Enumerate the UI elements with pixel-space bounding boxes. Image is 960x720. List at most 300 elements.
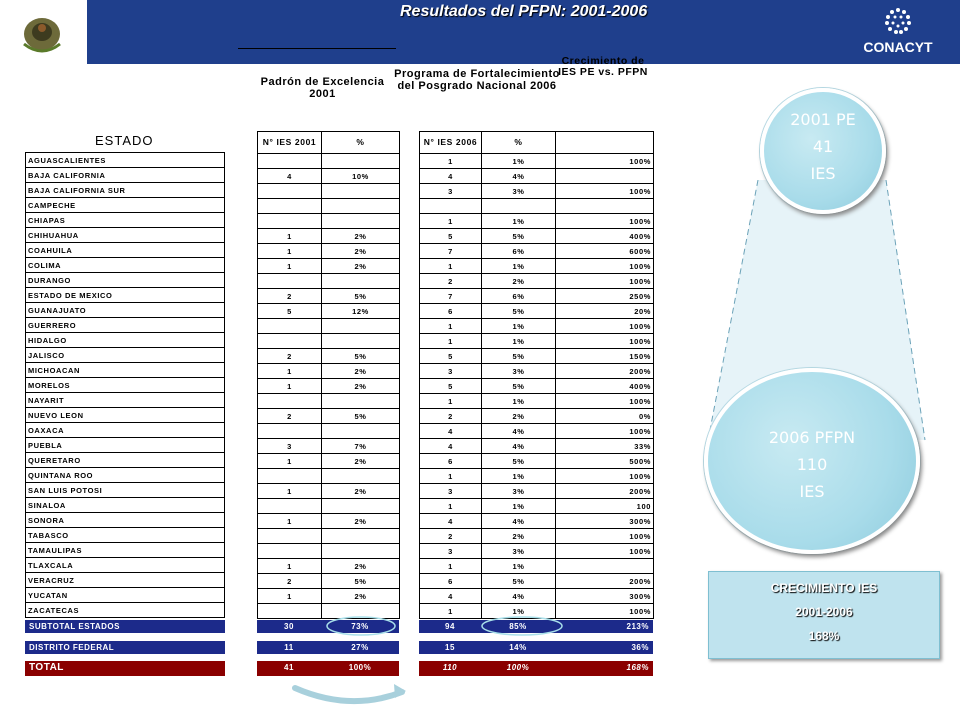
ies-2006-value [420,199,482,214]
ies-2006-value: 3 [420,544,482,559]
ies-2006-value: 1 [420,604,482,619]
pe-row [258,514,400,529]
ies-2006-value: 3 [420,484,482,499]
ies-2001-value [258,154,322,169]
ies-2006-value: 7 [420,289,482,304]
subtotal-label: SUBTOTAL ESTADOS [25,620,225,633]
pct-2001-value [322,334,400,349]
pe-row [258,244,400,259]
estado-name: PUEBLA [26,438,225,453]
growth-value: 20% [556,304,654,319]
growth-value: 100% [556,154,654,169]
pct-2001-value: 2% [322,379,400,394]
pfpn-row [420,529,654,544]
pe-row [258,349,400,364]
pe-row [258,394,400,409]
pe-row [258,439,400,454]
pct-2001-value: 2% [322,454,400,469]
pfpn-row [420,184,654,199]
growth-column-title: Crecimiento de IES PE vs. PFPN [558,55,648,78]
growth-value: 200% [556,364,654,379]
total-pct01: 100% [348,663,372,672]
pct-2006-value: 1% [482,334,556,349]
subtotal-growth: 213% [626,622,649,631]
ies-2001-value: 2 [258,409,322,424]
ies-2001-value [258,319,322,334]
oval-73-pct [327,617,395,635]
estado-row [26,153,225,168]
pct-2001-value: 2% [322,364,400,379]
pfpn-row [420,499,654,514]
pct-2001-value [322,214,400,229]
pe-row [258,229,400,244]
pfpn-row [420,409,654,424]
pct-2006-value: 1% [482,469,556,484]
pe-row [258,319,400,334]
highlight-ovals [320,614,570,638]
estado-name: NAYARIT [26,393,225,408]
pe-row [258,484,400,499]
pct-2001-value: 2% [322,229,400,244]
estado-row [26,258,225,273]
estado-name: CHIHUAHUA [26,228,225,243]
growth-value: 100% [556,604,654,619]
ies-2001-value [258,199,322,214]
bubble-2006-pfpn [704,368,920,554]
estado-name: NUEVO LEON [26,408,225,423]
pfpn-row [420,424,654,439]
total-growth: 168% [626,663,649,672]
pct-2006-value: 6% [482,244,556,259]
mexico-seal-icon [10,4,74,60]
estado-name: QUINTANA ROO [26,468,225,483]
ies-2006-value: 1 [420,499,482,514]
pct-2001-value: 2% [322,514,400,529]
ies-2001-value: 2 [258,349,322,364]
pfpn-row [420,274,654,289]
df-pe-row [257,641,399,654]
ies-2006-value: 4 [420,169,482,184]
ies-2001-value [258,499,322,514]
estado-row [26,333,225,348]
pct-2006-value: 1% [482,499,556,514]
estado-name: QUERETARO [26,453,225,468]
estado-name: MICHOACAN [26,363,225,378]
page-title: Resultados del PFPN: 2001-2006 [400,3,648,20]
estado-row [26,528,225,543]
df-growth: 36% [631,643,649,652]
pe-row [258,214,400,229]
estado-row [26,348,225,363]
estado-name: ZACATECAS [26,603,225,618]
pfpn-row [420,154,654,169]
ies-2006-value: 1 [420,259,482,274]
pfpn-row [420,214,654,229]
pct-2001-value [322,184,400,199]
ies-2001-value [258,184,322,199]
pfpn-row [420,469,654,484]
pct-2006-value: 4% [482,424,556,439]
ies-2006-value: 3 [420,184,482,199]
pe-row [258,454,400,469]
pct-2006-value: 4% [482,514,556,529]
ies-2006-value: 4 [420,514,482,529]
estado-name: HIDALGO [26,333,225,348]
pct-2001-value: 10% [322,169,400,184]
pct-2001-value: 5% [322,574,400,589]
pfpn-2006-table [419,131,654,619]
pe-row [258,544,400,559]
ies-2006-value: 4 [420,589,482,604]
pfpn-row [420,379,654,394]
growth-value [556,199,654,214]
ies-2001-value: 1 [258,364,322,379]
pct-2006-value: 2% [482,529,556,544]
growth-value: 400% [556,229,654,244]
pct-2001-value: 2% [322,589,400,604]
estado-name: GUERRERO [26,318,225,333]
estado-name: COLIMA [26,258,225,273]
estado-header: ESTADO [95,133,154,148]
pct-2006-value: 3% [482,364,556,379]
pfpn-row [420,334,654,349]
growth-value: 100% [556,424,654,439]
estado-name: ESTADO DE MEXICO [26,288,225,303]
pct-2006-value: 5% [482,349,556,364]
total-ies01: 41 [284,663,294,672]
growth-value: 100% [556,394,654,409]
estado-row [26,213,225,228]
estado-name: TLAXCALA [26,558,225,573]
ies-2001-value: 5 [258,304,322,319]
estado-name: BAJA CALIFORNIA SUR [26,183,225,198]
growth-value: 250% [556,289,654,304]
pfpn-row [420,319,654,334]
pfpn-row [420,484,654,499]
growth-value: 100% [556,529,654,544]
ies-2001-value [258,334,322,349]
growth-value [556,559,654,574]
growth-box-title: CRECIMIENTO IES [770,581,878,595]
estado-name: GUANAJUATO [26,303,225,318]
pe-row [258,364,400,379]
ies-2001-value: 4 [258,169,322,184]
pe-row [258,199,400,214]
pe-row [258,559,400,574]
pfpn-row [420,229,654,244]
growth-value: 100% [556,544,654,559]
pfpn-row [420,259,654,274]
ies-2006-value: 5 [420,229,482,244]
estado-name: JALISCO [26,348,225,363]
ies-2006-value: 6 [420,574,482,589]
pct-2006-value: 1% [482,154,556,169]
growth-box-period: 2001-2006 [795,605,853,619]
pct-2001-value [322,424,400,439]
total-ies06: 110 [442,663,458,672]
ies-2006-value: 1 [420,154,482,169]
df-pfpn-row [419,641,653,654]
pfpn-row [420,244,654,259]
estado-row [26,603,225,618]
growth-value: 400% [556,379,654,394]
logo-text: CONACYT [863,39,933,55]
pct-2006-value: 6% [482,289,556,304]
ies-2001-value: 1 [258,244,322,259]
df-ies01: 11 [284,643,294,652]
bubble-2006-line2: 110 [796,455,828,474]
estado-name: CAMPECHE [26,198,225,213]
estado-name: TABASCO [26,528,225,543]
ies-2001-value: 1 [258,259,322,274]
subtotal-ies06: 94 [445,622,455,631]
pct-2001-value: 2% [322,259,400,274]
ies-2006-value: 6 [420,304,482,319]
ies-2001-value: 1 [258,454,322,469]
estado-name: SAN LUIS POTOSI [26,483,225,498]
ies-2006-value: 6 [420,454,482,469]
estado-row [26,468,225,483]
estado-row [26,588,225,603]
bubble-2006-line1: 2006 PFPN [768,428,856,447]
pct-2001-header: % [322,132,400,154]
estado-row [26,198,225,213]
pfpn-row [420,544,654,559]
conacyt-logo-icon [846,4,950,60]
pfpn-row [420,349,654,364]
ies-2006-value: 1 [420,334,482,349]
estado-row [26,318,225,333]
ies-2001-value [258,394,322,409]
pct-2006-value: 3% [482,544,556,559]
estado-table [25,152,225,618]
pe-row [258,334,400,349]
pct-2001-value [322,274,400,289]
estado-row [26,453,225,468]
growth-summary-box [708,571,940,659]
pfpn-row [420,199,654,214]
ies-2006-header: N° IES 2006 [420,132,482,154]
total-label: TOTAL [25,661,225,676]
pct-2006-value: 1% [482,214,556,229]
growth-value: 100% [556,469,654,484]
pe-row [258,289,400,304]
growth-value: 100% [556,259,654,274]
estado-name: TAMAULIPAS [26,543,225,558]
estado-row [26,243,225,258]
ies-2006-value: 2 [420,529,482,544]
estado-row [26,228,225,243]
ies-2006-value: 4 [420,424,482,439]
pct-2006-value: 5% [482,574,556,589]
pe-column-title: Padrón de Excelencia 2001 [260,76,385,100]
bubble-2001-line1: 2001 PE [790,110,856,129]
pe-row [258,409,400,424]
ies-2001-value [258,529,322,544]
pct-2006-value: 1% [482,394,556,409]
growth-value: 0% [556,409,654,424]
curved-arrow-icon [290,682,410,712]
growth-header-cell [556,132,654,154]
pct-2006-header: % [482,132,556,154]
ies-2006-value: 1 [420,319,482,334]
pe-row [258,424,400,439]
pfpn-row [420,169,654,184]
ies-2001-value [258,544,322,559]
pe-row [258,469,400,484]
estado-name: COAHUILA [26,243,225,258]
pe-row [258,154,400,169]
total-pct06: 100% [506,663,530,672]
pct-2001-value [322,544,400,559]
ies-2006-value: 4 [420,439,482,454]
ies-2001-value: 1 [258,484,322,499]
pct-2006-value: 4% [482,589,556,604]
pct-2001-value: 2% [322,244,400,259]
growth-value: 200% [556,484,654,499]
pct-2001-value [322,499,400,514]
pe-row [258,304,400,319]
growth-value: 200% [556,574,654,589]
estado-name: SONORA [26,513,225,528]
pfpn-row [420,289,654,304]
pe-row [258,529,400,544]
ies-2001-value: 1 [258,379,322,394]
estado-row [26,378,225,393]
ies-2001-value: 1 [258,514,322,529]
pe-row [258,169,400,184]
ies-2001-value [258,424,322,439]
pfpn-row [420,514,654,529]
total-pfpn-row [419,661,653,676]
pct-2006-value: 5% [482,304,556,319]
pct-2006-value: 4% [482,169,556,184]
pct-2006-value [482,199,556,214]
pfpn-row [420,574,654,589]
ies-2001-value [258,214,322,229]
subtotal-pct06: 85% [509,622,527,631]
pct-2006-value: 5% [482,229,556,244]
ies-2006-value: 7 [420,244,482,259]
pct-2006-value: 3% [482,184,556,199]
estado-row [26,288,225,303]
estado-name: BAJA CALIFORNIA [26,168,225,183]
ies-2001-value: 1 [258,229,322,244]
pct-2001-value: 2% [322,559,400,574]
pct-2006-value: 3% [482,484,556,499]
ies-2001-header: N° IES 2001 [258,132,322,154]
growth-value: 300% [556,514,654,529]
bubble-2001-pe [760,88,886,214]
ies-2006-value: 1 [420,559,482,574]
estado-row [26,438,225,453]
df-label: DISTRITO FEDERAL [25,641,225,654]
ies-2001-value [258,469,322,484]
growth-value: 600% [556,244,654,259]
pct-2001-value: 12% [322,304,400,319]
growth-value [556,169,654,184]
pe-row [258,379,400,394]
growth-value: 100% [556,184,654,199]
pct-2006-value: 2% [482,409,556,424]
pct-2006-value: 5% [482,454,556,469]
pfpn-row [420,439,654,454]
estado-name: VERACRUZ [26,573,225,588]
ies-2001-value: 1 [258,559,322,574]
pe-row [258,499,400,514]
growth-value: 100% [556,334,654,349]
estado-name: CHIAPAS [26,213,225,228]
estado-name: SINALOA [26,498,225,513]
pct-2006-value: 4% [482,439,556,454]
estado-row [26,558,225,573]
pct-2006-value: 1% [482,604,556,619]
pfpn-row [420,454,654,469]
oval-85-pct [482,617,562,635]
ies-2006-value: 1 [420,394,482,409]
estado-row [26,513,225,528]
ies-2006-value: 3 [420,364,482,379]
ies-2001-value: 1 [258,589,322,604]
pct-2001-value [322,394,400,409]
df-pct01: 27% [351,643,369,652]
pct-2006-value: 2% [482,274,556,289]
ies-2006-value: 5 [420,379,482,394]
df-ies06: 15 [445,643,455,652]
growth-value: 150% [556,349,654,364]
growth-value: 100% [556,319,654,334]
ies-2001-value: 2 [258,574,322,589]
estado-row [26,273,225,288]
ies-2001-value: 3 [258,439,322,454]
estado-row [26,168,225,183]
ies-2006-value: 1 [420,214,482,229]
estado-name: DURANGO [26,273,225,288]
pct-2001-value [322,154,400,169]
pct-2001-value [322,469,400,484]
total-pe-row [257,661,399,676]
growth-value: 500% [556,454,654,469]
pe-row [258,184,400,199]
subtotal-ies01: 30 [284,622,294,631]
pfpn-row [420,394,654,409]
pct-2001-value [322,199,400,214]
estado-name: MORELOS [26,378,225,393]
pfpn-row [420,589,654,604]
pct-2006-value: 1% [482,319,556,334]
pct-2001-value: 5% [322,409,400,424]
ies-2001-value: 2 [258,289,322,304]
subtotal-pct01: 73% [351,622,369,631]
pct-2001-value: 5% [322,349,400,364]
estado-row [26,363,225,378]
pct-2001-value [322,529,400,544]
bubble-2001-line2: 41 [812,137,834,156]
pfpn-row [420,304,654,319]
title-underline [238,48,396,49]
pe-2001-table [257,131,400,619]
pe-row [258,589,400,604]
estado-name: AGUASCALIENTES [26,153,225,168]
growth-value: 300% [556,589,654,604]
growth-value: 33% [556,439,654,454]
pfpn-row [420,364,654,379]
pe-row [258,574,400,589]
growth-value: 100 [556,499,654,514]
growth-box-value: 168% [808,629,840,643]
estado-row [26,183,225,198]
ies-2006-value: 2 [420,274,482,289]
